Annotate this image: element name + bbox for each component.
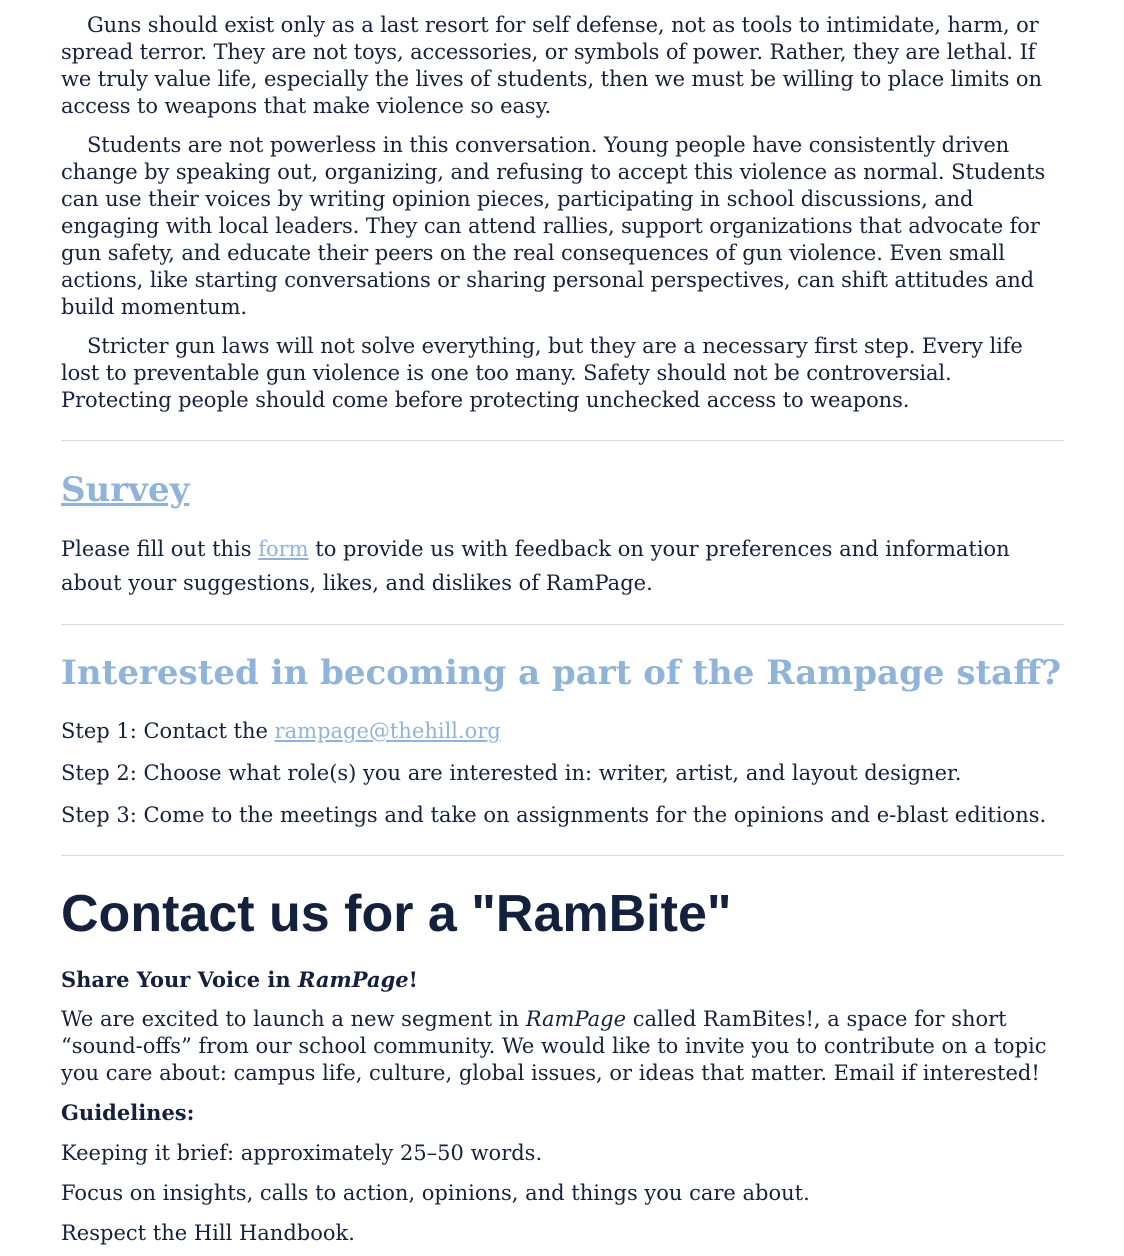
share-voice-heading xyxy=(61,966,1064,994)
step-2: Step 2: Choose what role(s) you are interested in: writer, artist, and layout designer. xyxy=(61,761,962,785)
rambite-intro xyxy=(61,1006,1064,1087)
survey-title-link[interactable]: Survey xyxy=(61,470,190,510)
survey-text xyxy=(61,532,1064,600)
article-paragraph-2: Students are not powerless in this conversation. Young people have consistently driven change by speaking out, organizing, and refusing to accept this violence as normal. Students can use their voices by writing opinion pieces, participating in school discussions, and engaging with local leaders. They can attend rallies, support organizations that advocate for gun safety, and educate their peers on the real consequences of gun violence. Even small actions, like starting conversations or sharing personal perspectives, can shift attitudes and build momentum. xyxy=(61,133,1046,319)
step-1-prefix: Step 1: Contact the xyxy=(61,719,275,743)
staff-section xyxy=(61,625,1064,829)
survey-text-after: to provide us with feedback on your preferences and information about your suggestions, likes, and dislikes of RamPage. xyxy=(61,537,1010,595)
intro-prefix: We are excited to launch a new segment in xyxy=(61,1007,526,1031)
staff-email-link[interactable]: rampage@thehill.org xyxy=(274,719,501,743)
article-paragraph-3: Stricter gun laws will not solve everything, but they are a necessary first step. Every life lost to preventable gun violence is one too many. Safety should not be controversial. Protecting people should come before protecting unchecked access to weapons. xyxy=(61,334,1023,412)
step-1 xyxy=(61,717,1064,745)
share-suffix: ! xyxy=(408,967,418,992)
guidelines-heading: Guidelines: xyxy=(61,1100,195,1125)
article-paragraph-1: Guns should exist only as a last resort for self defense, not as tools to intimidate, harm, or spread terror. They are not toys, accessories, or symbols of power. Rather, they are lethal. If we truly value life, especially the lives of students, then we must be willing to place limits on access to weapons that make violence so easy. xyxy=(61,13,1042,118)
guideline-item: Focus on insights, calls to action, opinions, and things you care about. xyxy=(61,1181,810,1205)
guideline-item: Respect the Hill Handbook. xyxy=(61,1221,355,1245)
share-rampage: RamPage xyxy=(297,967,409,992)
survey-text-before: Please fill out this xyxy=(61,537,259,561)
survey-form-link[interactable]: form xyxy=(258,537,309,561)
share-prefix: Share Your Voice in xyxy=(61,967,298,992)
staff-title: Interested in becoming a part of the Rampage staff? xyxy=(61,653,1062,693)
survey-section xyxy=(61,441,1064,600)
rambite-section xyxy=(61,856,1064,1247)
intro-rampage: RamPage xyxy=(525,1007,627,1031)
step-3: Step 3: Come to the meetings and take on assignments for the opinions and e-blast editions. xyxy=(61,803,1047,827)
guideline-item: Keeping it brief: approximately 25–50 words. xyxy=(61,1141,543,1165)
rambite-title: Contact us for a "RamBite" xyxy=(61,885,732,943)
intro-suffix: called RamBites!, a space for short “sound-offs” from our school community. We would like to invite you to contribute on a topic you care about: campus life, culture, global issues, or ideas that matter. Email if interested! xyxy=(61,1007,1047,1085)
